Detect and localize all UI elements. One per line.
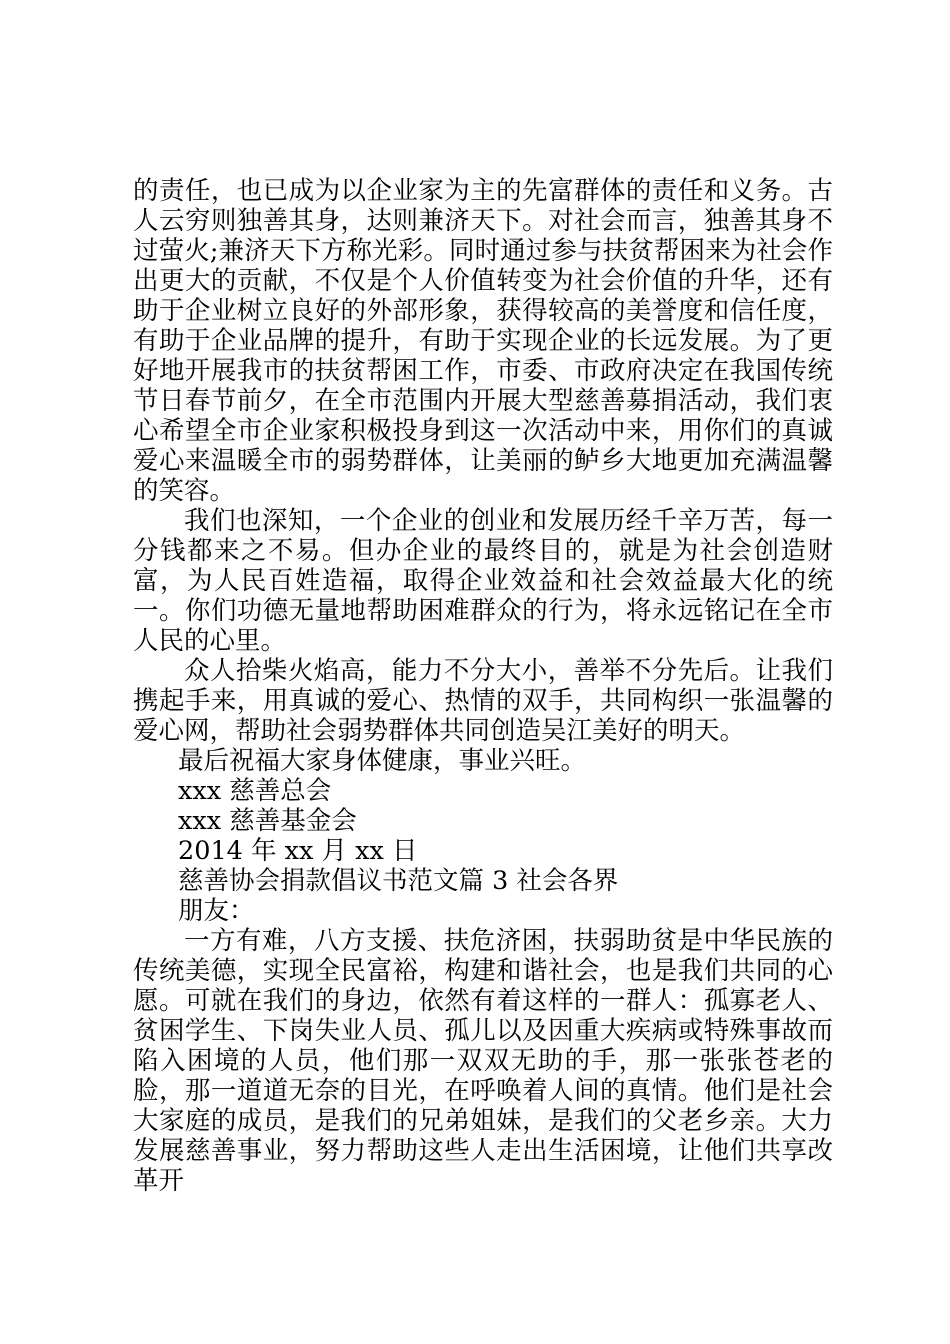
closing-wish: 最后祝福大家身体健康，事业兴旺。: [178, 746, 587, 776]
document-body: [133, 176, 833, 1196]
salutation: 朋友：: [178, 896, 255, 926]
document-date: 2014 年 xx 月 xx 日: [178, 836, 418, 866]
section-title: 慈善协会捐款倡议书范文篇 3 社会各界: [178, 866, 619, 896]
body-paragraph-3: 众人拾柴火焰高，能力不分大小，善举不分先后。让我们携起手来，用真诚的爱心、热情的双手，共同构织一张温馨的爱心网，帮助社会弱势群体共同创造吴江美好的明天。: [133, 656, 833, 746]
body-paragraph-4: 一方有难，八方支援、扶危济困，扶弱助贫是中华民族的传统美德，实现全民富裕，构建和谐社会，也是我们共同的心愿。可就在我们的身边，依然有着这样的一群人：孤寡老人、贫困学生、下岗失业人员、孤儿以及因重大疾病或特殊事故而陷入困境的人员，他们那一双双无助的手，那一张张苍老的脸，那一道道无奈的目光，在呼唤着人间的真情。他们是社会大家庭的成员，是我们的兄弟姐妹，是我们的父老乡亲。大力发展慈善事业，努力帮助这些人走出生活困境，让他们共享改革开: [133, 926, 833, 1196]
signature-charity-federation: xxx 慈善总会: [178, 776, 332, 806]
body-paragraph-1: 的责任，也已成为以企业家为主的先富群体的责任和义务。古人云穷则独善其身，达则兼济天下。对社会而言，独善其身不过萤火;兼济天下方称光彩。同时通过参与扶贫帮困来为社会作出更大的贡献，不仅是个人价值转变为社会价值的升华，还有助于企业树立良好的外部形象，获得较高的美誉度和信任度，有助于企业品牌的提升，有助于实现企业的长远发展。为了更好地开展我市的扶贫帮困工作，市委、市政府决定在我国传统节日春节前夕，在全市范围内开展大型慈善募捐活动，我们衷心希望全市企业家积极投身到这一次活动中来，用你们的真诚爱心来温暖全市的弱势群体，让美丽的鲈乡大地更加充满温馨的笑容。: [133, 176, 833, 506]
signature-charity-foundation: xxx 慈善基金会: [178, 806, 357, 836]
body-paragraph-2: 我们也深知，一个企业的创业和发展历经千辛万苦，每一分钱都来之不易。但办企业的最终目的，就是为社会创造财富，为人民百姓造福，取得企业效益和社会效益最大化的统一。你们功德无量地帮助困难群众的行为，将永远铭记在全市人民的心里。: [133, 506, 833, 656]
